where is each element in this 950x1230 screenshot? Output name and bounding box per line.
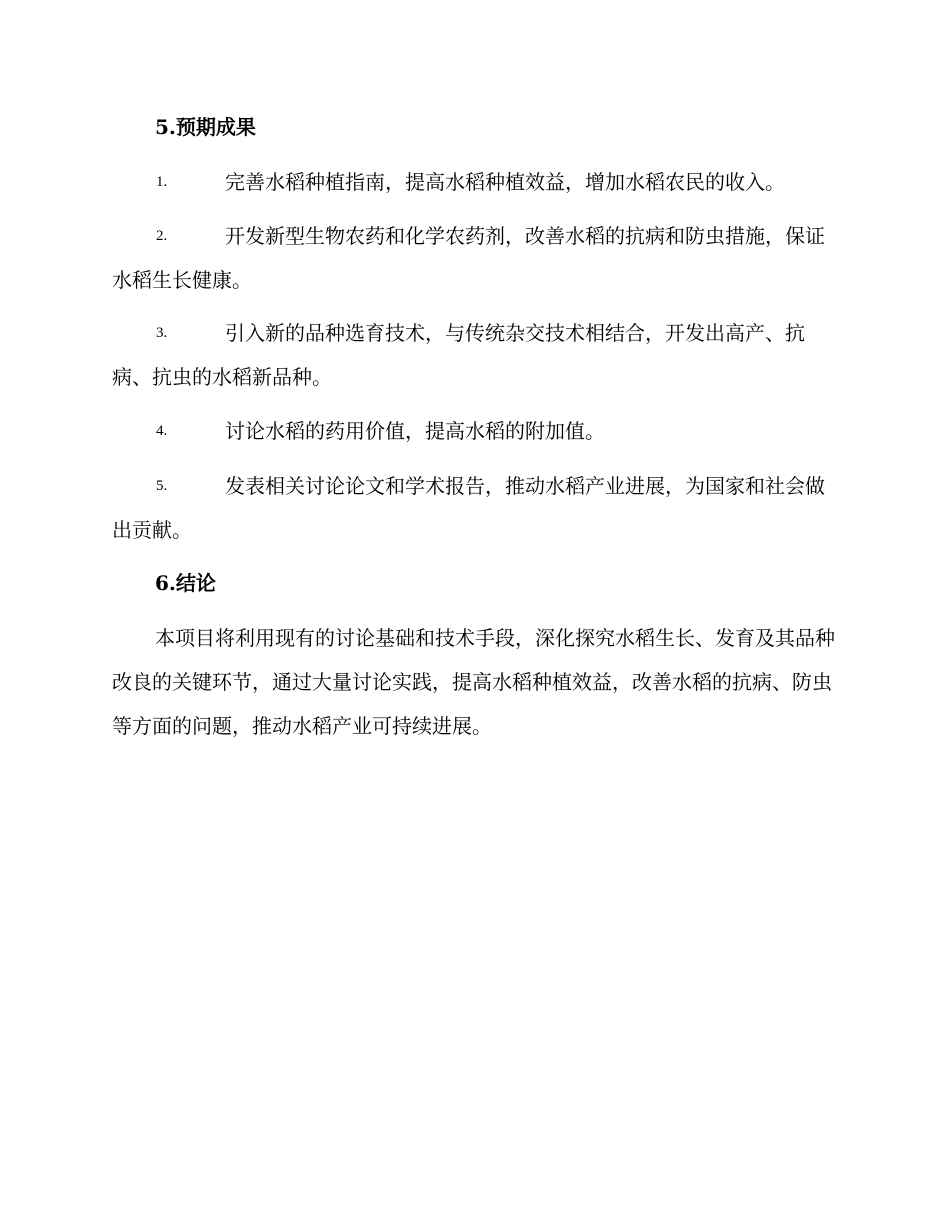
list-item-text: 引入新的品种选育技术，与传统杂交技术相结合，开发出高产、抗病、抗虫的水稻新品种。 <box>112 321 805 389</box>
list-item-number: 5. <box>156 478 168 494</box>
list-item <box>112 160 837 204</box>
list-item-number: 3. <box>156 325 168 341</box>
conclusion-paragraph: 本项目将利用现有的讨论基础和技术手段，深化探究水稻生长、发育及其品种改良的关键环节，通过大量讨论实践，提高水稻种植效益，改善水稻的抗病、防虫等方面的问题，推动水稻产业可持续进展。 <box>112 626 835 738</box>
section-5-heading: 5.预期成果 <box>155 115 256 139</box>
list-item-text: 发表相关讨论论文和学术报告，推动水稻产业进展，为国家和社会做出贡献。 <box>112 474 825 542</box>
list-item-number: 2. <box>156 228 168 244</box>
list-item <box>112 409 837 453</box>
list-item-text: 开发新型生物农药和化学农药剂，改善水稻的抗病和防虫措施，保证水稻生长健康。 <box>112 224 825 292</box>
list-item-number: 4. <box>156 423 168 439</box>
section-6-heading: 6.结论 <box>155 571 216 595</box>
list-item-text: 讨论水稻的药用价值，提高水稻的附加值。 <box>225 419 605 443</box>
list-item-text: 完善水稻种植指南，提高水稻种植效益，增加水稻农民的收入。 <box>225 170 785 194</box>
list-item-number: 1. <box>156 174 168 190</box>
list-item <box>112 464 837 552</box>
list-item <box>112 311 837 399</box>
list-item <box>112 214 837 302</box>
